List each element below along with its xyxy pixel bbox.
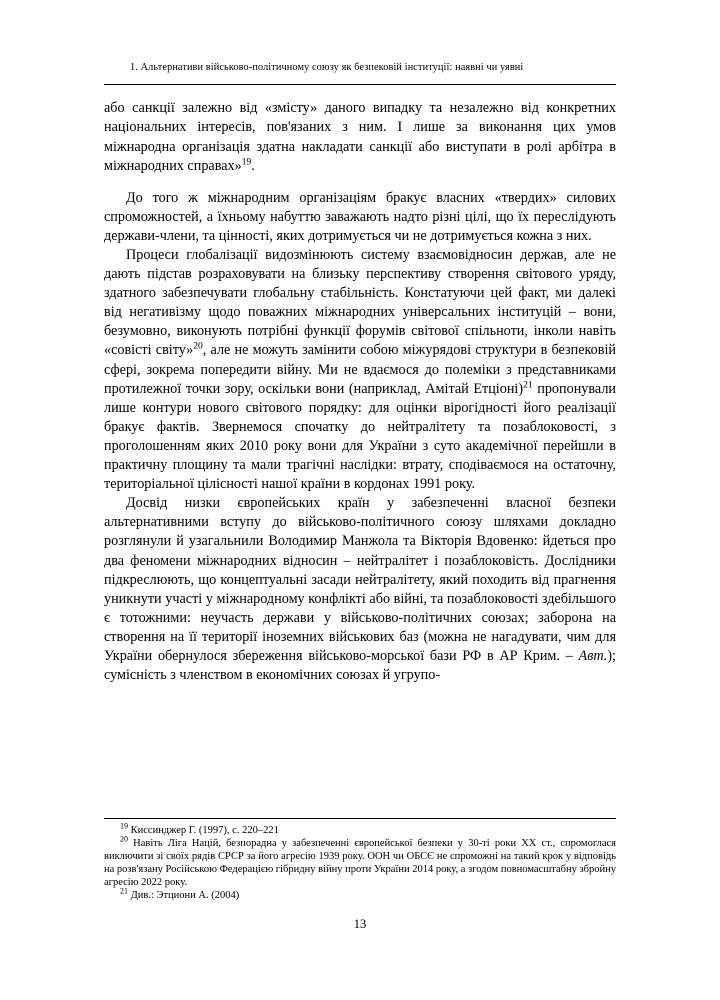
- footnote-19: $^{19}$ Киссинджер Г. (1997), с. 220–221: [120, 821, 279, 836]
- footnote-21: $^{21}$ Див.: Этциони А. (2004): [120, 886, 240, 902]
- footnote-21-marker: 21: [120, 886, 128, 896]
- page-number: 13: [353, 917, 367, 931]
- footnote-marker-21[interactable]: 21: [523, 379, 533, 390]
- paragraph-spacer: [104, 176, 616, 189]
- footnote-19-marker: 19: [120, 821, 128, 831]
- page-content: [104, 62, 616, 685]
- paragraph-4: Досвід низки європейських країн у забезпеченні власної безпеки альтернативними вступу до військово-політичного союзу шляхами докладно розглянули й узагальнили Володимир Манжола та Вікторія Вдовенко: йдеться про два феномени міжнародних відносин – нейтралітет і позаблоковість. Дослідники підкреслюють, що концептуальні засади нейтралітету, який походить від прагнення уникнути участі у міжнародному конфлікті або війні, та позаблоковості здебільшого є тотожними: неучасть держави у військово-політичних союзах; заборона на створення на її території іноземних військових баз (можна не нагадувати, чим для України обернулося збереження військово-морської бази РФ в АР Крим. – Авт.); сумісність з членством в економічних союзах й угрупо-: [104, 495, 616, 684]
- header-rule: [104, 84, 616, 85]
- running-head: 1. Альтернативи військово-політичному союзу як безпековій інституції: наявні чи уявні: [130, 62, 524, 73]
- footnote-rule: [104, 818, 616, 819]
- paragraph-2: До того ж міжнародним організаціям бракує власних «твердих» силових спроможностей, а їхньому набуттю заважають надто різні цілі, що їх переслідують держави-члени, та цінності, яких дотримується чи не дотримується кожна з них.: [104, 189, 616, 244]
- footnote-20-marker: 20: [120, 834, 128, 844]
- footnotes-section: [104, 818, 616, 902]
- footnote-marker-20[interactable]: 20: [193, 341, 203, 352]
- footnote-marker-19[interactable]: 19: [241, 156, 252, 167]
- paragraph-1: або санкції залежно від «змісту» даного випадку та незалежно від конкретних національних інтересів, пов'язаних з ним. І лише за виконання цих умов міжнародна організація здатна накладати санкції або виступати в ролі арбітра в міжнародних справах»$^{19}$.: [104, 100, 616, 174]
- footnote-20: $^{20}$ Навіть Ліга Націй, безпорадна у забезпеченні європейської безпеки у 30-ті роки ХХ ст., спромоглася виключити зі своїх рядів СРСР за його агресію 1939 року. ООН чи ОБСЄ не спроможні на такий крок у відповідь на розв'язану Російською Федерацією гібридну війну проти України 2014 року, а згодом повномасштабну збройну агресію 2022 року.: [104, 834, 616, 889]
- paragraph-3: Процеси глобалізації видозмінюють систему взаємовідносин держав, але не дають підстав розраховувати на близьку перспективу створення світового уряду, здатного забезпечувати глобальну стабільність. Констатуючи цей факт, ми далекі від негативізму щодо поважних міжнародних універсальних інституцій – вони, безумовно, виконують потрібні функції форумів світової спільноти, інколи навіть «совісті світу»$^{20}$, але не можуть замінити собою міжурядові структури в безпековій сфері, зокрема попередити війну. Ми не вдаємося до полеміки з представниками протилежної точки зору, оскільки вони (наприклад, Амітай Етціоні)$^{21}$ пропонували лише контури нового світового порядку: для оцінки вірогідності його реалізації бракує фактів. Звернемося спочатку до нейтралітету та позаблоковості, з проголошенням яких 2010 року вони для України з суто академічної перейшли в практичну площину та мали трагічні наслідки: втрату, сподіваємося на остаточну, територіальної цілісності нашої країни в кордонах 1991 року.: [104, 247, 616, 493]
- paragraph-4-italic-note: Авт.: [578, 647, 608, 664]
